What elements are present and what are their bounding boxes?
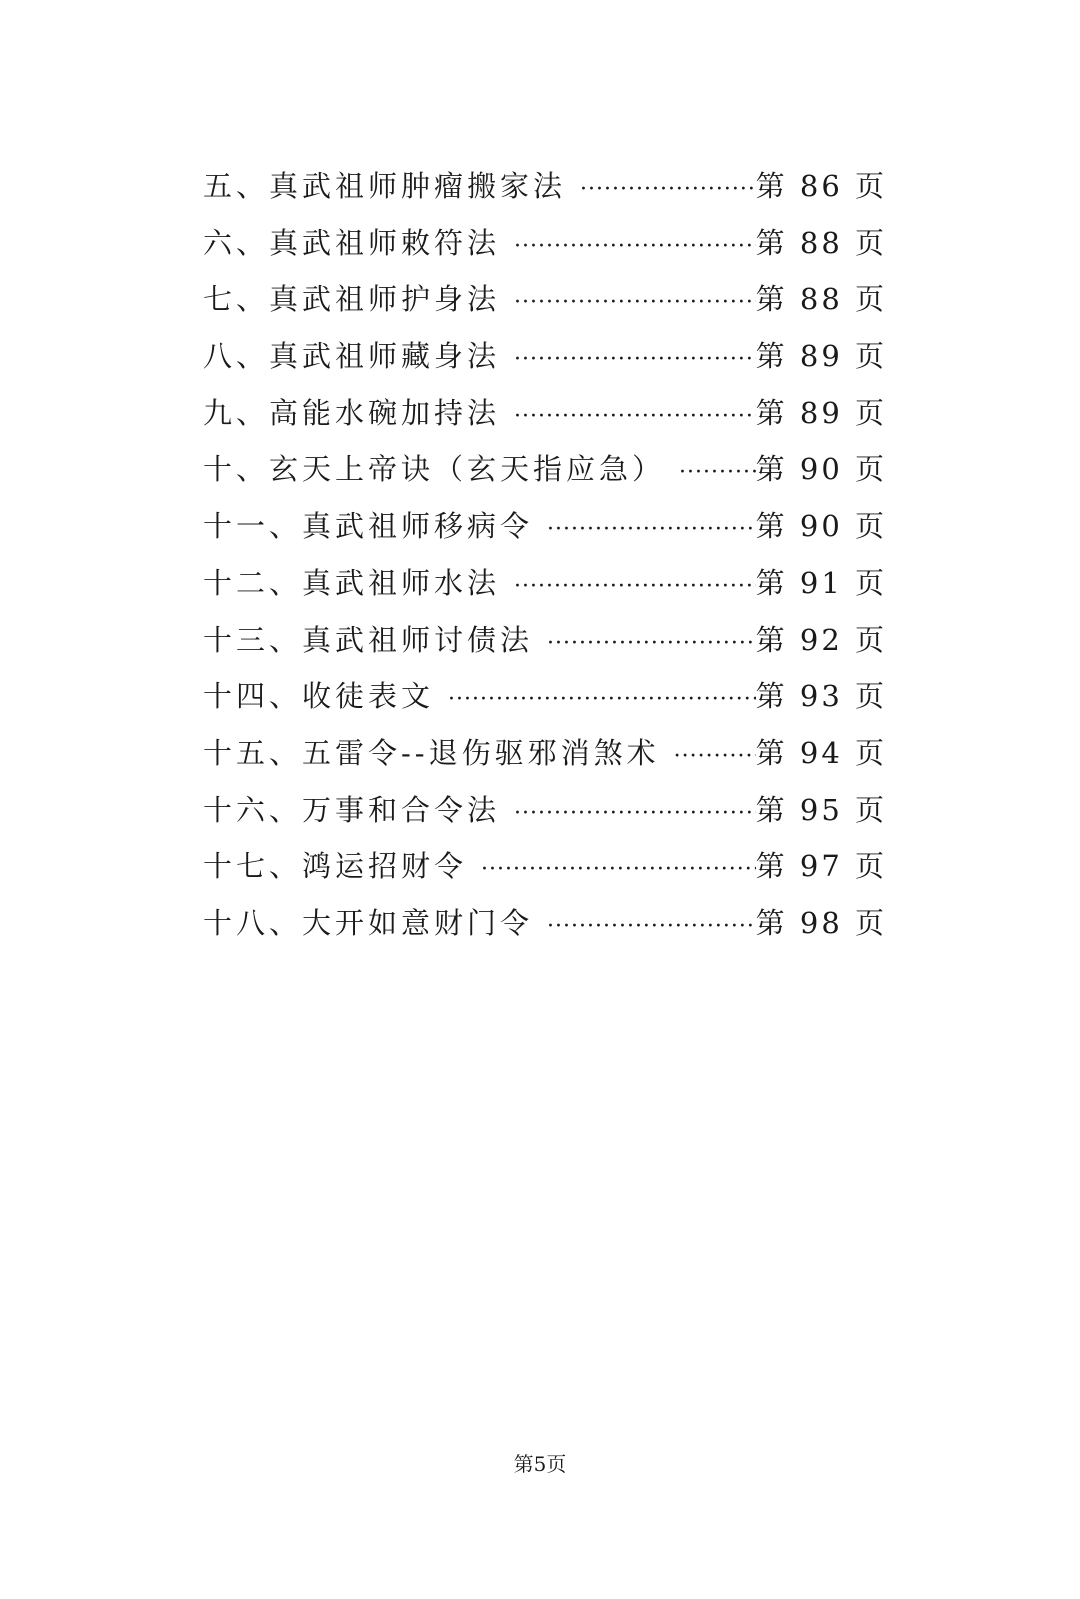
- toc-dot-leader: [500, 332, 756, 389]
- toc-entry: [203, 271, 887, 328]
- toc-dot-leader: [467, 842, 756, 899]
- toc-entry-title: 十、玄天上帝诀（玄天指应急）: [203, 452, 666, 487]
- toc-entry-page: 第 86 页: [755, 169, 887, 203]
- toc-entry: [203, 498, 887, 555]
- toc-entry-title: 八、真武祖师藏身法: [203, 339, 501, 374]
- toc-entry: [203, 555, 887, 612]
- toc-entry-page: 第 97 页: [755, 849, 887, 884]
- toc-entry-title: 十二、真武祖师水法: [203, 565, 501, 600]
- page-number: 第5页: [513, 1452, 567, 1476]
- toc-entry-title: 十八、大开如意财门令: [203, 905, 534, 940]
- toc-dot-leader: [533, 616, 756, 673]
- toc-entry-title: 九、高能水碗加持法: [203, 395, 501, 430]
- toc-entry-page: 第 89 页: [755, 339, 887, 374]
- toc-dot-leader: [500, 389, 756, 446]
- toc-dot-leader: [533, 899, 756, 956]
- toc-entry-page: 第 88 页: [755, 225, 887, 260]
- toc-entry: [203, 895, 887, 952]
- toc-entry-page: 第 98 页: [755, 905, 887, 940]
- toc-entry-page: 第 95 页: [755, 792, 887, 827]
- toc-entry-page: 第 90 页: [755, 452, 887, 487]
- toc-dot-leader: [500, 219, 756, 276]
- toc-dot-leader: [434, 672, 756, 729]
- toc-dot-leader: [665, 445, 756, 502]
- toc-entry-page: 第 92 页: [755, 622, 887, 657]
- table-of-contents: [203, 158, 887, 952]
- toc-entry: [203, 215, 887, 272]
- toc-entry-title: 五、真武祖师肿瘤搬家法: [203, 169, 567, 203]
- toc-entry-title: 十四、收徒表文: [203, 679, 435, 714]
- toc-dot-leader: [500, 275, 756, 332]
- toc-dot-leader: [500, 786, 756, 843]
- toc-entry-title: 十五、五雷令--退伤驱邪消煞术: [203, 735, 660, 770]
- toc-entry-page: 第 90 页: [755, 509, 887, 544]
- toc-entry: [203, 385, 887, 442]
- toc-entry: [203, 668, 887, 725]
- toc-entry-title: 十一、真武祖师移病令: [203, 509, 534, 544]
- toc-dot-leader: [566, 162, 756, 219]
- toc-entry-title: 十七、鸿运招财令: [203, 849, 468, 884]
- toc-entry: [203, 441, 887, 498]
- toc-entry-page: 第 88 页: [755, 282, 887, 317]
- toc-entry-page: 第 91 页: [755, 565, 887, 600]
- toc-entry-title: 六、真武祖师敕符法: [203, 225, 501, 260]
- toc-dot-leader: [533, 502, 756, 559]
- toc-entry: [203, 782, 887, 839]
- toc-entry: [203, 612, 887, 669]
- toc-entry-page: 第 89 页: [755, 395, 887, 430]
- toc-entry: [203, 838, 887, 895]
- toc-dot-leader: [660, 729, 756, 786]
- toc-entry-title: 七、真武祖师护身法: [203, 282, 501, 317]
- toc-dot-leader: [500, 559, 756, 616]
- toc-entry-page: 第 93 页: [755, 679, 887, 714]
- toc-entry: [203, 725, 887, 782]
- toc-entry: [203, 158, 887, 215]
- toc-entry-title: 十六、万事和合令法: [203, 792, 501, 827]
- toc-entry: [203, 328, 887, 385]
- toc-entry-page: 第 94 页: [755, 735, 887, 770]
- toc-entry-title: 十三、真武祖师讨债法: [203, 622, 534, 657]
